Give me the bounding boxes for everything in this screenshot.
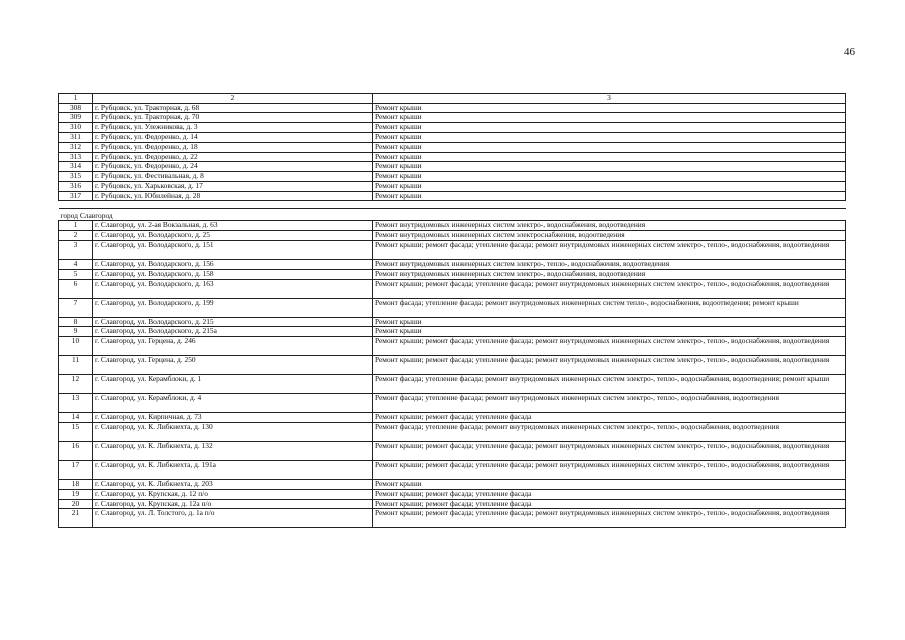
- table-header-row: [59, 94, 846, 104]
- row-work-type: Ремонт крыши: [373, 317, 846, 327]
- row-number: 13: [59, 394, 93, 413]
- table-row: [59, 423, 846, 442]
- row-number: 312: [59, 142, 93, 152]
- row-work-type: Ремонт внутридомовых инженерных систем электро-, водоснабжения, водоотведения: [373, 269, 846, 279]
- row-address: г. Рубцовск, ул. Тракторная, д. 68: [93, 103, 373, 113]
- row-address: г. Славгород, ул. К. Либкнехта, д. 130: [93, 423, 373, 442]
- table-row: [59, 172, 846, 182]
- row-work-type: Ремонт крыши; ремонт фасада; утепление фасада; ремонт внутридомовых инженерных систем электро-, тепло-, водоснабжения, водоотведения: [373, 461, 846, 480]
- row-number: 314: [59, 162, 93, 172]
- row-work-type: Ремонт крыши: [373, 181, 846, 191]
- spacer-cell: [59, 201, 846, 209]
- row-address: г. Славгород, ул. К. Либкнехта, д. 203: [93, 480, 373, 490]
- row-address: г. Рубцовск, ул. Тракторная, д. 70: [93, 113, 373, 123]
- row-work-type: Ремонт внутридомовых инженерных систем электро-, водоснабжения, водоотведения: [373, 221, 846, 231]
- page-number: 46: [844, 46, 855, 58]
- table-row: [59, 123, 846, 133]
- row-address: г. Рубцовск, ул. Фестивальная, д. 8: [93, 172, 373, 182]
- row-work-type: Ремонт внутридомовых инженерных систем электроснабжения, водоотведения: [373, 231, 846, 241]
- row-address: г. Славгород, ул. Герцена, д. 246: [93, 337, 373, 356]
- section-spacer: [59, 201, 846, 209]
- table-row: [59, 279, 846, 298]
- table-row: [59, 337, 846, 356]
- row-work-type: Ремонт фасада; утепление фасада; ремонт внутридомовых инженерных систем тепло-, водоснабжения, водоотведения; ремонт крыши: [373, 298, 846, 317]
- table-row: [59, 132, 846, 142]
- row-number: 1: [59, 221, 93, 231]
- city-heading-row: [59, 209, 846, 221]
- row-work-type: Ремонт крыши: [373, 152, 846, 162]
- table-row: [59, 461, 846, 480]
- row-address: г. Славгород, ул. Керамблоки, д. 4: [93, 394, 373, 413]
- row-work-type: Ремонт крыши; ремонт фасада; утепление фасада; ремонт внутридомовых инженерных систем электро-, тепло-, водоснабжения, водоотведения: [373, 279, 846, 298]
- row-address: г. Рубцовск, ул. Федоренко, д. 14: [93, 132, 373, 142]
- row-number: 12: [59, 375, 93, 394]
- row-address: г. Рубцовск, ул. Юбилейная, д. 28: [93, 191, 373, 201]
- row-number: 5: [59, 269, 93, 279]
- row-work-type: Ремонт фасада; утепление фасада; ремонт внутридомовых инженерных систем электро-, тепло-, водоснабжения, водоотведения: [373, 423, 846, 442]
- table-row: [59, 298, 846, 317]
- row-number: 14: [59, 413, 93, 423]
- row-work-type: Ремонт внутридомовых инженерных систем электро-, тепло-, водоснабжения, водоотведения: [373, 260, 846, 270]
- row-work-type: Ремонт крыши: [373, 480, 846, 490]
- row-work-type: Ремонт крыши; ремонт фасада; утепление фасада; ремонт внутридомовых инженерных систем электро-, тепло-, водоснабжения, водоотведения: [373, 241, 846, 260]
- row-number: 316: [59, 181, 93, 191]
- table-row: [59, 260, 846, 270]
- table-row: [59, 181, 846, 191]
- row-address: г. Славгород, ул. Крупская, д. 12 п/о: [93, 489, 373, 499]
- row-number: 8: [59, 317, 93, 327]
- row-number: 11: [59, 356, 93, 375]
- row-address: г. Славгород, ул. К. Либкнехта, д. 132: [93, 442, 373, 461]
- row-address: г. Рубцовск, ул. Федоренко, д. 24: [93, 162, 373, 172]
- row-address: г. Славгород, ул. Володарского, д. 215а: [93, 327, 373, 337]
- row-work-type: Ремонт крыши: [373, 162, 846, 172]
- row-address: г. Славгород, ул. Крупская, д. 12а п/о: [93, 499, 373, 509]
- row-work-type: Ремонт крыши; ремонт фасада; утепление фасада: [373, 499, 846, 509]
- row-number: 4: [59, 260, 93, 270]
- row-number: 16: [59, 442, 93, 461]
- table-row: [59, 442, 846, 461]
- row-work-type: Ремонт крыши: [373, 113, 846, 123]
- row-number: 21: [59, 509, 93, 528]
- table-row: [59, 191, 846, 201]
- row-work-type: Ремонт крыши; ремонт фасада; утепление фасада: [373, 489, 846, 499]
- row-number: 3: [59, 241, 93, 260]
- row-number: 7: [59, 298, 93, 317]
- header-col-1: 1: [59, 94, 93, 104]
- row-address: г. Рубцовск, ул. Улежникова, д. 3: [93, 123, 373, 133]
- table-row: [59, 480, 846, 490]
- table-row: [59, 241, 846, 260]
- row-address: г. Славгород, ул. Л. Толстого, д. 1а п/о: [93, 509, 373, 528]
- row-work-type: Ремонт крыши; ремонт фасада; утепление фасада; ремонт внутридомовых инженерных систем электро-, тепло-, водоснабжения, водоотведения: [373, 337, 846, 356]
- row-work-type: Ремонт крыши; ремонт фасада; утепление фасада: [373, 413, 846, 423]
- row-number: 20: [59, 499, 93, 509]
- row-work-type: Ремонт крыши: [373, 123, 846, 133]
- table-row: [59, 509, 846, 528]
- row-number: 17: [59, 461, 93, 480]
- row-number: 18: [59, 480, 93, 490]
- table-row: [59, 394, 846, 413]
- table-row: [59, 489, 846, 499]
- row-number: 9: [59, 327, 93, 337]
- row-address: г. Славгород, ул. Володарского, д. 25: [93, 231, 373, 241]
- row-address: г. Славгород, ул. Володарского, д. 156: [93, 260, 373, 270]
- row-address: г. Славгород, ул. Володарского, д. 199: [93, 298, 373, 317]
- row-work-type: Ремонт крыши; ремонт фасада; утепление фасада; ремонт внутридомовых инженерных систем электро-, тепло-, водоснабжения, водоотведения: [373, 509, 846, 528]
- row-address: г. Рубцовск, ул. Федоренко, д. 18: [93, 142, 373, 152]
- row-address: г. Рубцовск, ул. Харьковская, д. 17: [93, 181, 373, 191]
- row-number: 310: [59, 123, 93, 133]
- repair-table-body: [59, 94, 846, 528]
- row-number: 313: [59, 152, 93, 162]
- row-work-type: Ремонт фасада; утепление фасада; ремонт внутридомовых инженерных систем электро-, тепло-, водоснабжения, водоотведения: [373, 394, 846, 413]
- row-work-type: Ремонт крыши: [373, 191, 846, 201]
- row-number: 6: [59, 279, 93, 298]
- row-number: 317: [59, 191, 93, 201]
- row-address: г. Славгород, ул. Герцена, д. 250: [93, 356, 373, 375]
- repair-table: [58, 93, 846, 528]
- row-address: г. Славгород, ул. Кирпичная, д. 73: [93, 413, 373, 423]
- table-row: [59, 142, 846, 152]
- row-address: г. Славгород, ул. Володарского, д. 151: [93, 241, 373, 260]
- row-work-type: Ремонт крыши: [373, 103, 846, 113]
- row-work-type: Ремонт фасада; утепление фасада; ремонт внутридомовых инженерных систем электро-, тепло-, водоснабжения, водоотведения; ремонт крыши: [373, 375, 846, 394]
- row-number: 308: [59, 103, 93, 113]
- header-col-3: 3: [373, 94, 846, 104]
- row-address: г. Славгород, ул. 2-ая Вокзальная, д. 63: [93, 221, 373, 231]
- table-row: [59, 269, 846, 279]
- row-address: г. Славгород, ул. Керамблоки, д. 1: [93, 375, 373, 394]
- row-address: г. Славгород, ул. Володарского, д. 215: [93, 317, 373, 327]
- row-work-type: Ремонт крыши: [373, 172, 846, 182]
- row-work-type: Ремонт крыши: [373, 327, 846, 337]
- row-number: 311: [59, 132, 93, 142]
- row-number: 15: [59, 423, 93, 442]
- row-number: 309: [59, 113, 93, 123]
- table-row: [59, 356, 846, 375]
- row-work-type: Ремонт крыши; ремонт фасада; утепление фасада; ремонт внутридомовых инженерных систем электро-, тепло-, водоснабжения, водоотведения: [373, 442, 846, 461]
- table-row: [59, 375, 846, 394]
- row-work-type: Ремонт крыши: [373, 142, 846, 152]
- row-address: г. Славгород, ул. Володарского, д. 158: [93, 269, 373, 279]
- city-heading: город Славгород: [59, 209, 846, 221]
- row-number: 2: [59, 231, 93, 241]
- row-work-type: Ремонт крыши: [373, 132, 846, 142]
- row-address: г. Рубцовск, ул. Федоренко, д. 22: [93, 152, 373, 162]
- header-col-2: 2: [93, 94, 373, 104]
- row-number: 19: [59, 489, 93, 499]
- row-address: г. Славгород, ул. Володарского, д. 163: [93, 279, 373, 298]
- row-number: 10: [59, 337, 93, 356]
- row-number: 315: [59, 172, 93, 182]
- row-address: г. Славгород, ул. К. Либкнехта, д. 191а: [93, 461, 373, 480]
- row-work-type: Ремонт крыши; ремонт фасада; утепление фасада; ремонт внутридомовых инженерных систем электро-, тепло-, водоснабжения, водоотведения: [373, 356, 846, 375]
